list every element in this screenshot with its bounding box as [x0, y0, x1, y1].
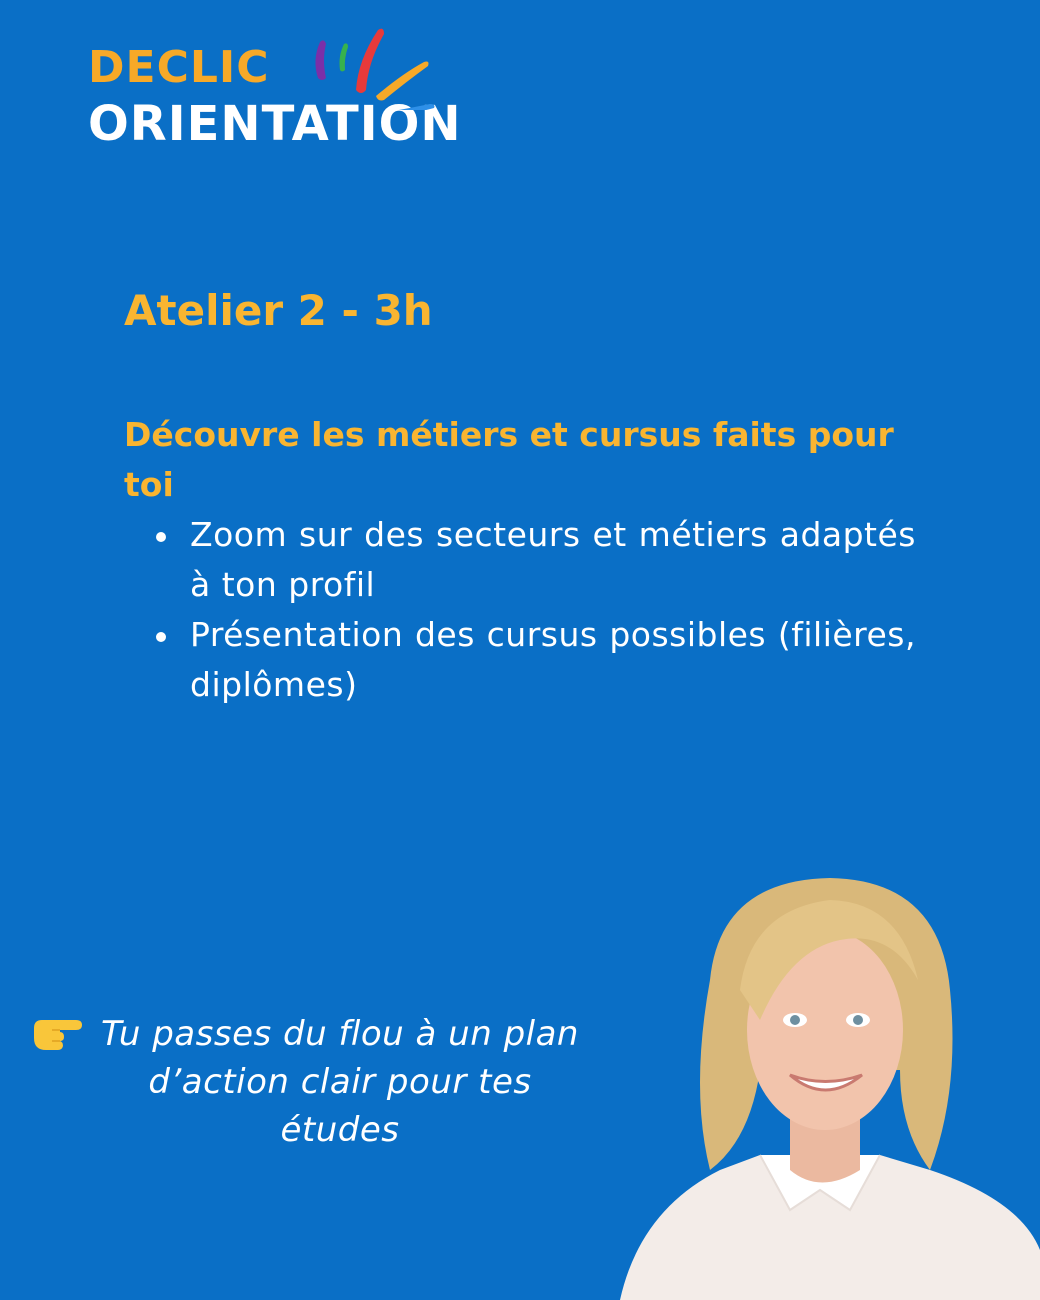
- list-item: [150, 510, 916, 610]
- workshop-title: Atelier 2 - 3h: [124, 286, 433, 335]
- pointing-hand-icon: [30, 1010, 86, 1056]
- brand-logo: [88, 42, 508, 162]
- logo-line-orientation: ORIENTATION: [88, 96, 462, 152]
- list-item: [150, 610, 916, 710]
- bullet-dot-icon: [156, 532, 166, 542]
- portrait-photo: [600, 870, 1040, 1300]
- workshop-bullet-list: [150, 510, 916, 710]
- quote-text: Tu passes du flou à un plan d’action clair pour tes études: [101, 1014, 579, 1150]
- logo-line-declic: DECLIC: [88, 42, 270, 93]
- bullet-text: Présentation des cursus possibles (filières, diplômes): [190, 615, 916, 704]
- workshop-subtitle: Découvre les métiers et cursus faits pour toi: [124, 415, 894, 504]
- color-burst-icon: [306, 20, 446, 110]
- bullet-text: Zoom sur des secteurs et métiers adaptés à ton profil: [190, 515, 916, 604]
- bullet-dot-icon: [156, 632, 166, 642]
